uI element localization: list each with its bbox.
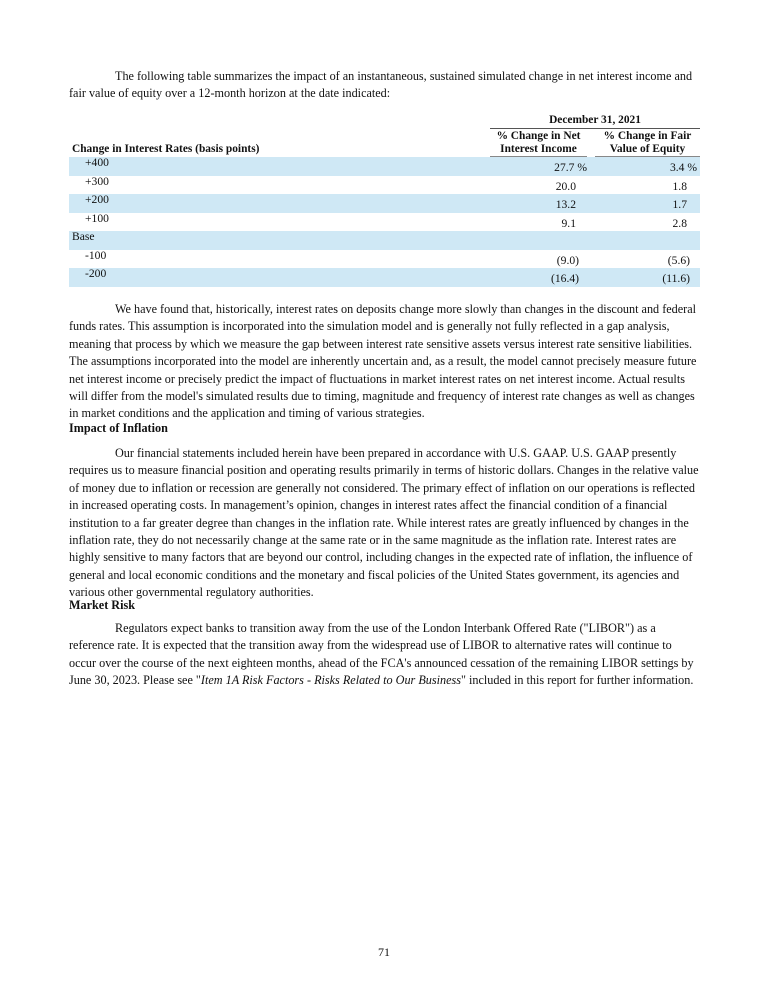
rate-change-label: +400 xyxy=(85,156,109,169)
page-number: 71 xyxy=(378,945,390,959)
market-risk-text: Regulators expect banks to transition away from the use of the London Interbank Offered Rate ("LIBOR") as a reference rate. It is expected that the transition away from the widespread use of LIBOR to alternative rates will continue to occur over the course of the next eighteen months, ahead of the FCA's announced cessation of the remaining LIBOR settings by June 30, 2023. Please see " xyxy=(69,621,694,688)
rate-change-label: +300 xyxy=(85,174,109,188)
table-row xyxy=(69,176,700,195)
date-column-group-header: December 31, 2021 xyxy=(490,113,700,129)
rate-change-label: +200 xyxy=(85,193,109,206)
fair-value-equity-value: (5.6) xyxy=(667,253,690,267)
risk-factors-reference: Item 1A Risk Factors - Risks Related to Our Business xyxy=(200,673,461,688)
table-row xyxy=(69,250,700,269)
market-risk-text: " included in this report for further information. xyxy=(460,673,694,688)
table-header xyxy=(69,113,700,157)
fair-value-equity-header xyxy=(595,130,700,158)
table-row xyxy=(69,157,700,176)
header-line: % Change in Fair xyxy=(603,130,692,142)
market-risk-heading: Market Risk xyxy=(69,598,136,612)
fair-value-equity-value: 1.7 xyxy=(672,198,687,211)
rate-change-label: -100 xyxy=(85,248,107,262)
net-interest-income-header xyxy=(490,130,587,158)
inflation-heading: Impact of Inflation xyxy=(69,421,168,435)
net-interest-income-value: 27.7 % xyxy=(554,161,587,174)
net-interest-income-value: (16.4) xyxy=(550,272,579,285)
assumptions-paragraph: We have found that, historically, interest rates on deposits change more slowly than changes in the discount and federal funds rates. This assumption is incorporated into the simulation model and is generally not fully reflected in a gap analysis, meaning that process by which we measure the gap between interest rate sensitive assets versus interest rate sensitive liabilities. The assumptions incorporated into the model are inherently uncertain and, as a result, the model cannot precisely measure future net interest income or precisely predict the impact of fluctuations in market interest rates on net interest income. Actual results will differ from the model's simulated results due to timing, magnitude and frequency of interest rate changes as well as changes in market conditions and the application and timing of various strategies. xyxy=(69,302,697,421)
inflation-paragraph: Our financial statements included herein have been prepared in accordance with U.S. GAAP. U.S. GAAP presently requires us to measure financial position and operating results primarily in terms of historic dollars. Changes in the relative value of money due to inflation or recession are generally not considered. The primary effect of inflation on our operations is reflected in increased operating costs. In management’s opinion, changes in interest rates affect the financial condition of a financial institution to a far greater degree than changes in the inflation rate. While interest rates are greatly influenced by changes in the inflation rate, they do not necessarily change at the same rate or in the same magnitude as the inflation rate. Interest rates are highly sensitive to many factors that are beyond our control, including changes in the expected rate of inflation, the influence of general and local economic conditions and the monetary and fiscal policies of the United States government, its agencies and various other governmental regulatory authorities. xyxy=(69,446,699,600)
row-header-label: Change in Interest Rates (basis points) xyxy=(72,143,260,155)
intro-paragraph: The following table summarizes the impact of an instantaneous, sustained simulated change in net interest income and fair value of equity over a 12-month horizon at the date indicated: xyxy=(69,69,693,101)
rate-change-label: +100 xyxy=(85,211,109,225)
market-risk-paragraph xyxy=(69,620,701,690)
net-interest-income-value: (9.0) xyxy=(556,253,579,267)
fair-value-equity-value: 1.8 xyxy=(672,179,687,193)
net-interest-income-value: 13.2 xyxy=(555,198,576,211)
net-interest-income-value: 9.1 xyxy=(561,216,576,230)
table-row xyxy=(69,213,700,232)
net-interest-income-value: 20.0 xyxy=(555,179,576,193)
table-row xyxy=(69,231,700,250)
rate-change-label: -200 xyxy=(85,267,107,280)
table-row xyxy=(69,268,700,287)
rate-change-label: Base xyxy=(72,230,95,243)
fair-value-equity-value: 3.4 % xyxy=(669,161,697,174)
fair-value-equity-value: 2.8 xyxy=(672,216,687,230)
fair-value-equity-value: (11.6) xyxy=(662,272,690,285)
interest-rate-sensitivity-table xyxy=(69,113,700,287)
header-line: Interest Income xyxy=(500,142,577,155)
table-row xyxy=(69,194,700,213)
header-line: Value of Equity xyxy=(609,142,686,155)
header-line: % Change in Net xyxy=(496,130,581,142)
